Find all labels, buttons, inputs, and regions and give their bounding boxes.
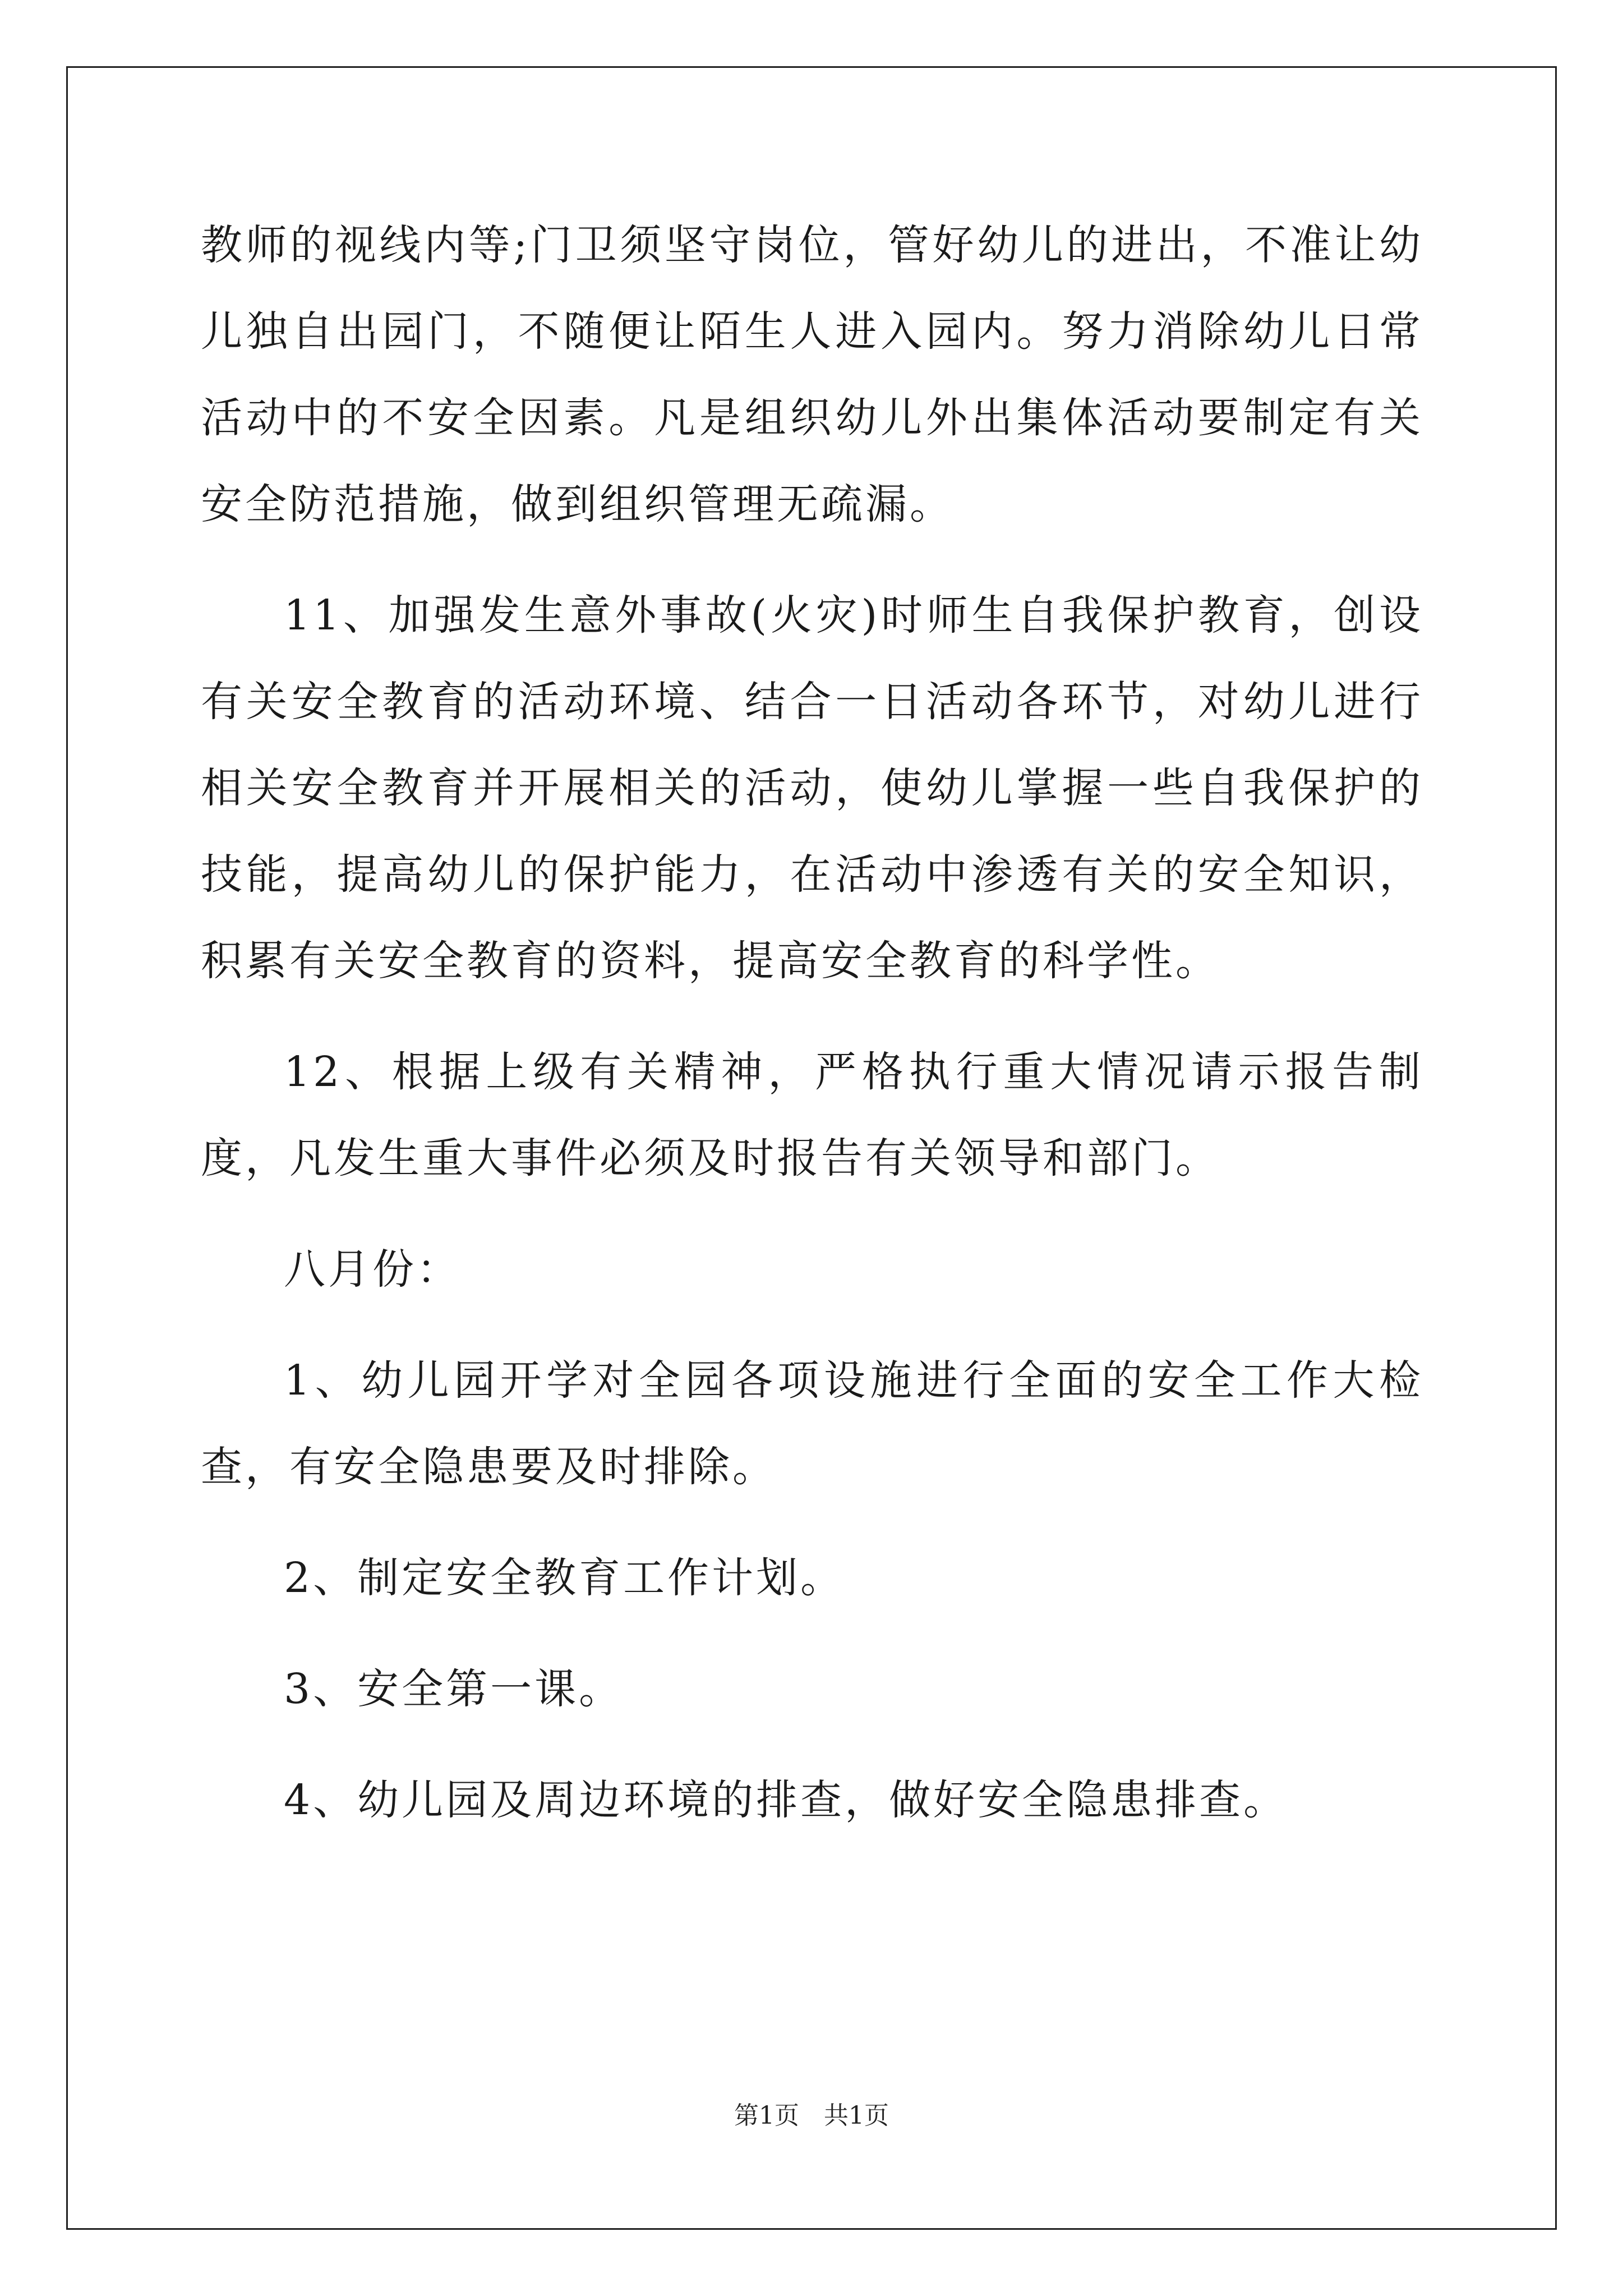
paragraph-continuation: 教师的视线内等;门卫须坚守岗位，管好幼儿的进出，不准让幼儿独自出园门，不随便让陌生人进入园内。努力消除幼儿日常活动中的不安全因素。凡是组织幼儿外出集体活动要制定有关安全防范措施，做到组织管理无疏漏。 — [201, 221, 1423, 528]
paragraph-item-2: 2、制定安全教育工作计划。 — [284, 1554, 845, 1602]
page-footer: 第1页 共1页 — [734, 2101, 889, 2130]
paragraph-item-1: 1、幼儿园开学对全园各项设施进行全面的安全工作大检查，有安全隐患要及时排除。 — [201, 1356, 1423, 1491]
paragraph-item-12: 12、根据上级有关精神，严格执行重大情况请示报告制度，凡发生重大事件必须及时报告有关领导和部门。 — [201, 1048, 1423, 1182]
document-body — [201, 202, 1423, 1868]
paragraph-item-3: 3、安全第一课。 — [284, 1665, 624, 1713]
paragraph-item-4: 4、幼儿园及周边环境的排查，做好安全隐患排查。 — [284, 1776, 1288, 1824]
section-heading-august: 八月份： — [284, 1245, 461, 1294]
paragraph-item-11: 11、加强发生意外事故(火灾)时师生自我保护教育，创设有关安全教育的活动环境、结合一日活动各环节，对幼儿进行相关安全教育并开展相关的活动，使幼儿掌握一些自我保护的技能，提高幼儿的保护能力，在活动中渗透有关的安全知识，积累有关安全教育的资料，提高安全教育的科学性。 — [201, 591, 1423, 985]
